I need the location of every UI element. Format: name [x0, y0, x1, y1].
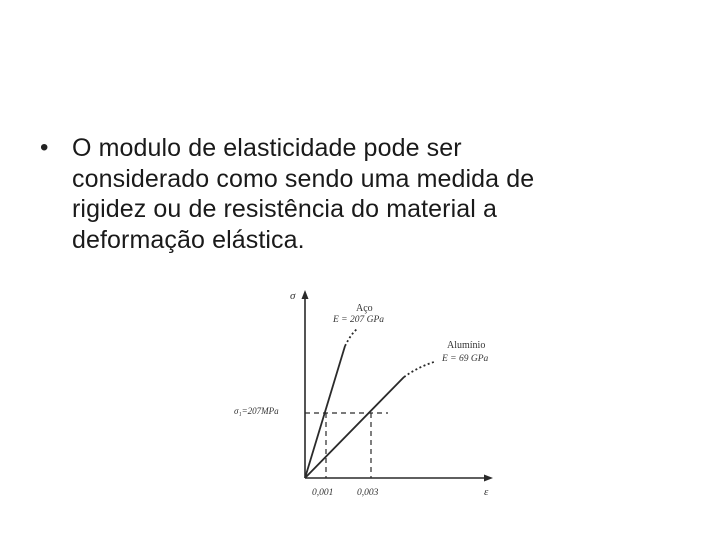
- steel-strain-label: 0,001: [312, 488, 334, 498]
- bullet-marker: •: [40, 134, 49, 161]
- bullet-line-3: rigidez ou de resistência do material a: [72, 195, 497, 223]
- aluminum-strain-label: 0,003: [357, 488, 379, 498]
- x-axis-arrow: [484, 475, 493, 482]
- y-axis-arrow: [302, 290, 309, 299]
- stress-strain-diagram: [225, 286, 515, 500]
- bullet-line-4: deformação elástica.: [72, 225, 305, 254]
- bullet-line-1: O modulo de elasticidade pode ser: [72, 134, 462, 162]
- aluminum-name-label: Alumínio: [447, 340, 486, 351]
- steel-modulus-label: E = 207 GPa: [333, 315, 385, 325]
- stress-value-label: σ₁=207MPa: [234, 406, 279, 416]
- steel-plastic-curve: [345, 329, 357, 346]
- stress-strain-svg: [225, 286, 515, 500]
- bullet-paragraph: [40, 133, 680, 255]
- bullet-text: [72, 133, 534, 255]
- aluminum-modulus-label: E = 69 GPa: [442, 354, 489, 364]
- steel-name-label: Aço: [356, 303, 373, 314]
- bullet-line-2: considerado como sendo uma medida de: [72, 164, 535, 193]
- aluminum-plastic-curve: [404, 362, 434, 377]
- x-axis-label: ε: [484, 486, 489, 498]
- y-axis-label: σ: [290, 290, 296, 302]
